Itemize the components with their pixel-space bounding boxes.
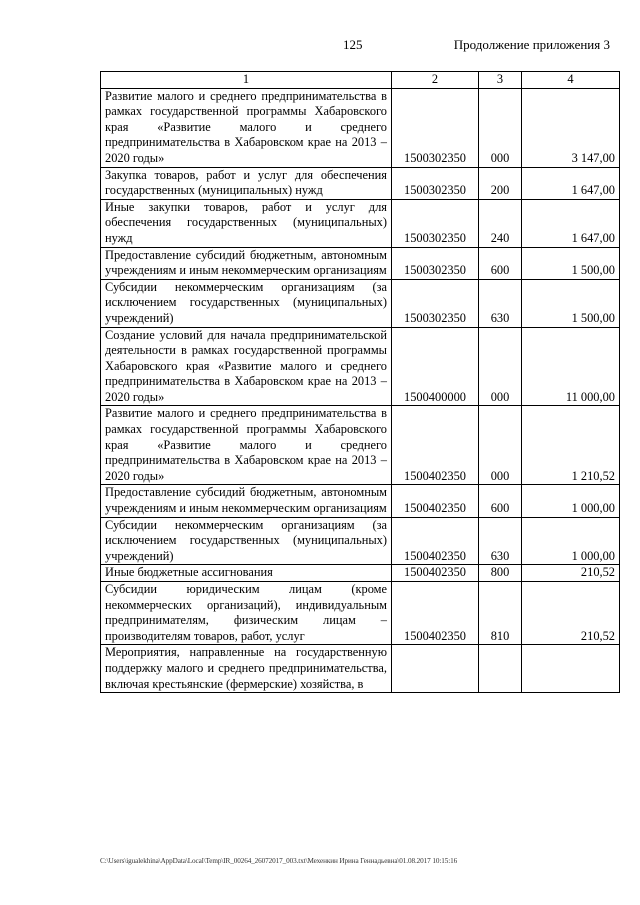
row-amount: 1 500,00 xyxy=(522,279,620,327)
row-amount: 1 000,00 xyxy=(522,517,620,565)
row-name: Субсидии некоммерческим организациям (за исключением государственных (муниципальных) учреждений) xyxy=(101,279,392,327)
row-code: 1500402350 xyxy=(392,406,479,485)
row-amount: 210,52 xyxy=(522,565,620,582)
row-expense-type: 630 xyxy=(479,279,522,327)
table-row xyxy=(101,167,620,199)
row-name: Развитие малого и среднего предпринимательства в рамках государственной программы Хабаровского края «Развитие малого и среднего предпринимательства в Хабаровском крае на 2013 – 2020 годы» xyxy=(101,406,392,485)
row-expense-type: 200 xyxy=(479,167,522,199)
table-row xyxy=(101,199,620,247)
row-code: 1500302350 xyxy=(392,88,479,167)
row-name: Развитие малого и среднего предпринимательства в рамках государственной программы Хабаровского края «Развитие малого и среднего предпринимательства в Хабаровском крае на 2013 – 2020 годы» xyxy=(101,88,392,167)
table-row xyxy=(101,485,620,517)
row-expense-type: 000 xyxy=(479,327,522,406)
row-code: 1500402350 xyxy=(392,485,479,517)
row-name: Субсидии юридическим лицам (кроме некоммерческих организаций), индивидуальным предпринимателям, физическим лицам – производителям товаров, работ, услуг xyxy=(101,582,392,645)
row-name: Создание условий для начала предпринимательской деятельности в рамках государственной программы Хабаровского края «Развитие малого и среднего предпринимательства в Хабаровском крае на 2013 – 2020 годы» xyxy=(101,327,392,406)
table-row xyxy=(101,565,620,582)
table-row xyxy=(101,279,620,327)
row-code: 1500302350 xyxy=(392,199,479,247)
table-row xyxy=(101,327,620,406)
row-code: 1500402350 xyxy=(392,517,479,565)
column-header-3: 3 xyxy=(479,72,522,89)
row-expense-type: 630 xyxy=(479,517,522,565)
row-name: Предоставление субсидий бюджетным, автономным учреждениям и иным некоммерческим организациям xyxy=(101,485,392,517)
row-name: Иные бюджетные ассигнования xyxy=(101,565,392,582)
row-code: 1500400000 xyxy=(392,327,479,406)
table-row xyxy=(101,247,620,279)
row-amount: 1 000,00 xyxy=(522,485,620,517)
column-header-4: 4 xyxy=(522,72,620,89)
row-name: Мероприятия, направленные на государственную поддержку малого и среднего предпринимательства, включая крестьянские (фермерские) хозяйства, в xyxy=(101,645,392,693)
row-amount: 1 647,00 xyxy=(522,199,620,247)
table-body xyxy=(101,88,620,693)
row-code: 1500302350 xyxy=(392,279,479,327)
continuation-label: Продолжение приложения 3 xyxy=(453,37,610,52)
row-amount: 3 147,00 xyxy=(522,88,620,167)
column-header-2: 2 xyxy=(392,72,479,89)
table-header-row xyxy=(101,72,620,89)
row-amount: 1 500,00 xyxy=(522,247,620,279)
row-code: 1500302350 xyxy=(392,167,479,199)
table-row xyxy=(101,517,620,565)
row-amount: 1 647,00 xyxy=(522,167,620,199)
row-amount: 210,52 xyxy=(522,582,620,645)
row-expense-type: 810 xyxy=(479,582,522,645)
footer-path: C:\Users\igualekhina\AppData\Local\Temp\IR_00264_26072017_003.txt\Мехенкин Ирина Геннадьевна\01.08.2017 10:15:16 xyxy=(100,857,458,865)
row-expense-type: 000 xyxy=(479,88,522,167)
row-amount xyxy=(522,645,620,693)
row-name: Иные закупки товаров, работ и услуг для обеспечения государственных (муниципальных) нужд xyxy=(101,199,392,247)
column-header-1: 1 xyxy=(101,72,392,89)
row-expense-type: 600 xyxy=(479,247,522,279)
table-row xyxy=(101,582,620,645)
row-code: 1500402350 xyxy=(392,565,479,582)
table-row xyxy=(101,645,620,693)
row-expense-type: 800 xyxy=(479,565,522,582)
row-expense-type: 000 xyxy=(479,406,522,485)
row-amount: 1 210,52 xyxy=(522,406,620,485)
row-expense-type xyxy=(479,645,522,693)
row-name: Предоставление субсидий бюджетным, автономным учреждениям и иным некоммерческим организациям xyxy=(101,247,392,279)
budget-table xyxy=(100,71,620,693)
row-expense-type: 600 xyxy=(479,485,522,517)
row-code: 1500402350 xyxy=(392,582,479,645)
table-row xyxy=(101,406,620,485)
row-name: Субсидии некоммерческим организациям (за исключением государственных (муниципальных) учреждений) xyxy=(101,517,392,565)
row-code xyxy=(392,645,479,693)
row-name: Закупка товаров, работ и услуг для обеспечения государственных (муниципальных) нужд xyxy=(101,167,392,199)
table-row xyxy=(101,88,620,167)
page-number: 125 xyxy=(343,37,363,52)
row-amount: 11 000,00 xyxy=(522,327,620,406)
row-code: 1500302350 xyxy=(392,247,479,279)
row-expense-type: 240 xyxy=(479,199,522,247)
